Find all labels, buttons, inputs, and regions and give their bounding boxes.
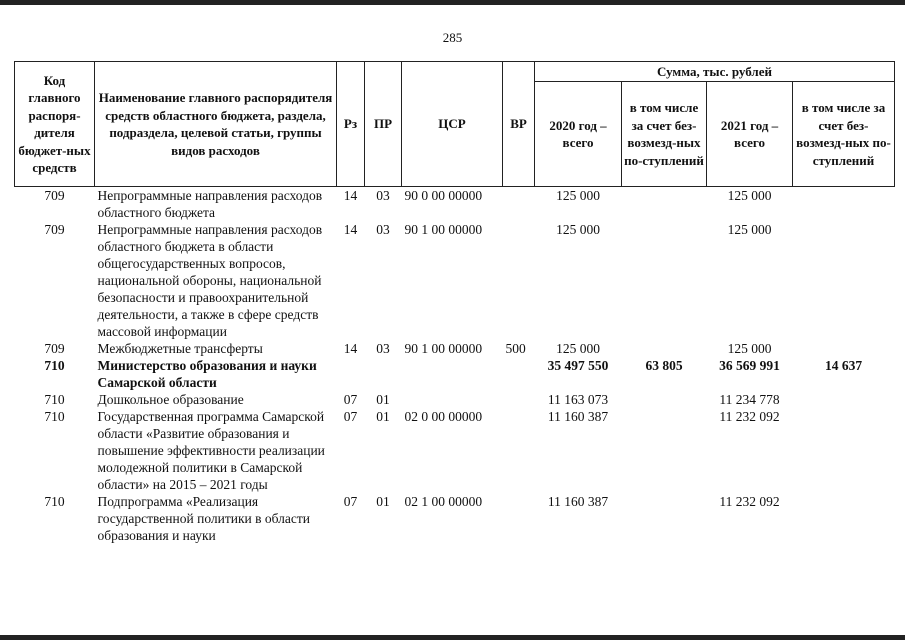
header-pr: ПР [365,62,402,187]
table-row [15,340,895,357]
row-rz: 07 [343,494,358,509]
row-pr: 01 [376,494,390,509]
row-2020-total: 125 000 [556,222,600,237]
row-name: Непрограммные направления расходов областного бюджета в области общегосударственных вопросов, национальной обороны, национальной безопасности и правоохранительной деятельности, а также в сфере средств массовой информации [97,222,323,339]
row-2021-free [793,221,895,340]
row-2020-total: 125 000 [556,188,600,203]
row-2021-total: 125 000 [727,188,772,203]
row-name: Государственная программа Самарской области «Развитие образования и повышение эффективности реализации молодежной политики в Самарской области» на 2015 – 2021 годы [97,409,325,492]
row-vr [503,408,535,493]
row-code: 709 [44,341,65,356]
row-csr: 90 1 00 00000 [404,341,483,356]
row-rz [337,357,365,391]
row-vr [503,493,535,544]
table-row [15,493,895,544]
row-rz: 07 [343,409,358,424]
row-2020-free [622,221,707,340]
header-2020-total: 2020 год – всего [535,82,622,187]
row-2021-free [793,493,895,544]
header-code: Код главного распоря-дителя бюджет-ных средств [15,62,95,187]
header-sum: Сумма, тыс. рублей [535,62,895,82]
row-2020-free [622,493,707,544]
header-csr: ЦСР [402,62,503,187]
row-csr: 02 1 00 00000 [404,494,483,509]
row-vr: 500 [505,341,526,356]
header-2021-total: 2021 год – всего [707,82,793,187]
row-2021-free [793,408,895,493]
row-csr: 90 0 00 00000 [404,188,483,203]
row-rz: 14 [343,188,358,203]
table-row [15,357,895,391]
budget-table [14,61,895,544]
header-vr: ВР [503,62,535,187]
table-row [15,187,895,222]
row-csr [402,391,503,408]
row-csr [402,357,503,391]
row-2021-free [793,187,895,222]
row-2020-free: 63 805 [645,358,683,373]
page-number: 285 [442,30,463,45]
header-rz: Рз [337,62,365,187]
row-code: 710 [44,392,65,407]
row-csr: 90 1 00 00000 [404,222,483,237]
row-2020-free [622,408,707,493]
row-2020-total: 11 163 073 [547,392,609,407]
row-name: Министерство образования и науки Самарской области [97,358,317,390]
row-pr: 03 [376,341,390,356]
header-2021-free: в том числе за счет без-возмезд-ных по-ступлений [793,82,895,187]
row-2021-total: 11 232 092 [719,409,780,424]
row-csr: 02 0 00 00000 [404,409,483,424]
row-name: Подпрограмма «Реализация государственной политики в области образования и науки [97,494,311,543]
row-2020-total: 125 000 [556,341,600,356]
header-name: Наименование главного распорядителя средств областного бюджета, раздела, подраздела, целевой статьи, группы видов расходов [95,62,337,187]
row-name: Межбюджетные трансферты [97,341,263,356]
table-row [15,408,895,493]
row-2020-free [622,391,707,408]
row-2021-total: 11 232 092 [719,494,780,509]
row-pr: 03 [376,188,390,203]
row-code: 709 [44,188,65,203]
row-pr: 03 [376,222,390,237]
row-code: 710 [44,358,65,373]
row-2021-total: 36 569 991 [719,358,780,373]
bottom-border [0,635,905,640]
row-pr: 01 [376,392,390,407]
row-2020-free [622,340,707,357]
row-vr [503,357,535,391]
row-2021-free [793,340,895,357]
row-2021-free: 14 637 [824,358,863,373]
row-code: 710 [44,494,65,509]
row-2021-total: 11 234 778 [719,392,780,407]
table-body [15,187,895,545]
row-name: Непрограммные направления расходов областного бюджета [97,188,323,220]
row-vr [503,391,535,408]
row-rz: 14 [343,222,358,237]
row-rz: 14 [343,341,358,356]
top-border [0,0,905,5]
table-row [15,391,895,408]
table-row [15,221,895,340]
row-2020-total: 35 497 550 [547,358,609,373]
row-pr [365,357,402,391]
row-pr: 01 [376,409,390,424]
row-name: Дошкольное образование [97,392,244,407]
header-2020-free: в том числе за счет без-возмезд-ных по-ступлений [622,82,707,187]
row-code: 710 [44,409,65,424]
row-2021-total: 125 000 [727,222,772,237]
row-2021-free [793,391,895,408]
row-2020-free [622,187,707,222]
row-code: 709 [44,222,65,237]
row-rz: 07 [343,392,358,407]
row-vr [503,221,535,340]
row-2020-total: 11 160 387 [547,494,609,509]
row-2021-total: 125 000 [727,341,772,356]
row-vr [503,187,535,222]
row-2020-total: 11 160 387 [547,409,609,424]
